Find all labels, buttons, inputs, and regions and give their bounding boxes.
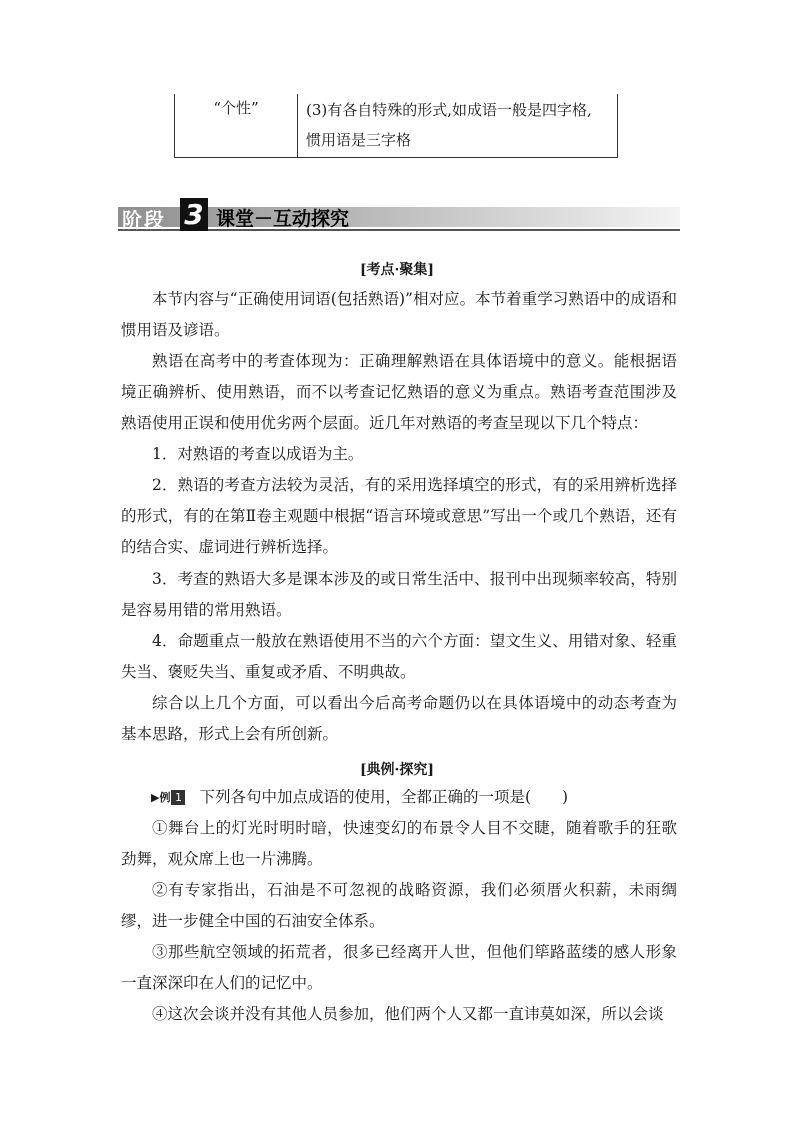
section-banner xyxy=(118,200,680,231)
focus-point-1: 1．对熟语的考查以成语为主。 xyxy=(152,445,364,463)
example-item-2: ②有专家指出，石油是不可忽视的战略资源，我们必须厝火积薪，未雨绸缪，进一步健全中国的石油安全体系。 xyxy=(121,881,677,931)
table-right-line-1: (3)有各自特殊的形式,如成语一般是四字格, xyxy=(306,101,592,119)
table-right-cell xyxy=(299,94,617,157)
example-item-4: ④这次会谈并没有其他人员参加，他们两个人又都一直讳莫如深，所以会谈 xyxy=(152,1005,664,1023)
focus-point-3: 3．考查的熟语大多是课本涉及的或日常生活中、报刊中出现频率较高，特别是容易用错的常用熟语。 xyxy=(121,570,677,620)
focus-heading: [考点·聚集] xyxy=(359,262,435,278)
example-question xyxy=(121,782,677,813)
focus-point-4: 4．命题重点一般放在熟语使用不当的六个方面：望文生义、用错对象、轻重失当、褒贬失当、重复或矛盾、不明典故。 xyxy=(121,632,677,682)
banner-stage-label: 阶段 xyxy=(122,208,166,232)
example-heading: [典例·探究] xyxy=(359,762,435,778)
top-table xyxy=(174,94,618,158)
focus-paragraph-1: 本节内容与“正确使用词语(包括熟语)”相对应。本节着重学习熟语中的成语和惯用语及谚语。 xyxy=(121,290,677,340)
table-left-cell: “个性” xyxy=(175,94,298,157)
banner-title: 课堂－互动探究 xyxy=(216,208,350,230)
example-item-1: ①舞台上的灯光时明时暗，快速变幻的布景令人目不交睫，随着歌手的狂歌劲舞，观众席上也一片沸腾。 xyxy=(121,819,677,869)
example-item-3: ③那些航空领域的拓荒者，很多已经离开人世，但他们筚路蓝缕的感人形象一直深深印在人们的记忆中。 xyxy=(121,943,677,993)
example-number: 1 xyxy=(171,790,185,805)
focus-paragraph-2: 熟语在高考中的考查体现为：正确理解熟语在具体语境中的意义。能根据语境正确辨析、使用熟语，而不以考查记忆熟语的意义为重点。熟语考查范围涉及熟语使用正误和使用优劣两个层面。近几年对熟语的考查呈现以下几个特点： xyxy=(121,352,677,433)
table-right-line-2: 惯用语是三字格 xyxy=(306,131,412,149)
example-label: ▶例 xyxy=(151,791,171,804)
banner-stage-number: 3 xyxy=(180,198,208,231)
example-question-text: 下列各句中加点成语的使用，全都正确的一项是( ) xyxy=(199,788,569,806)
focus-summary: 综合以上几个方面，可以看出今后高考命题仍以在具体语境中的动态考查为基本思路，形式上会有所创新。 xyxy=(121,694,677,744)
focus-point-2: 2．熟语的考查方法较为灵活，有的采用选择填空的形式，有的采用辨析选择的形式，有的在第Ⅱ卷主观题中根据“语言环境或意思”写出一个或几个熟语，还有的结合实、虚词进行辨析选择。 xyxy=(121,476,677,557)
